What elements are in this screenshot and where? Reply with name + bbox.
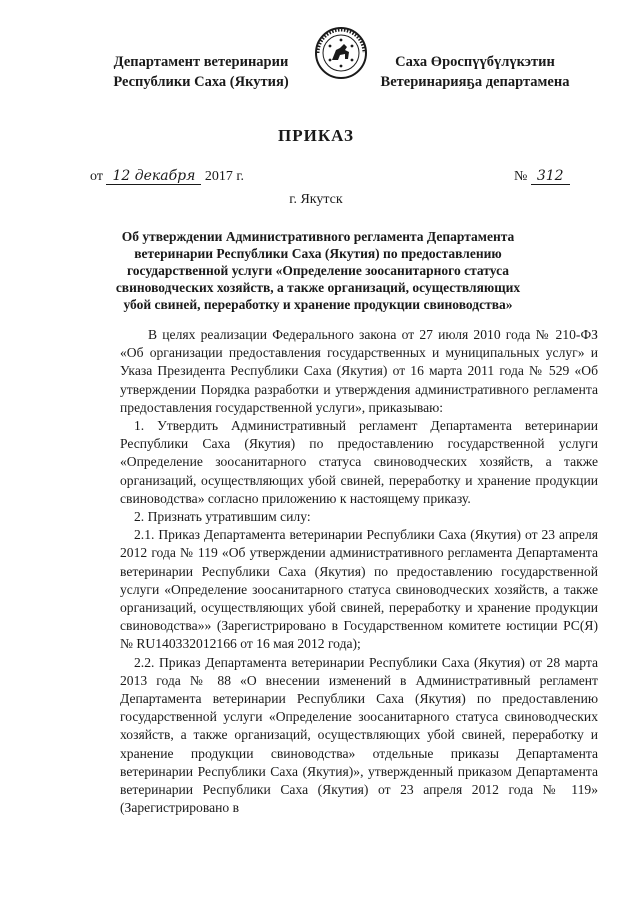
header-right-line2: Ветеринарияҕа департамена (380, 74, 570, 90)
paragraph-2: 2. Признать утратившим силу: (134, 509, 311, 525)
paragraph-intro: В целях реализации Федерального закона от 27 июля 2010 года № 210-ФЗ «Об организации предоставления государственных и муниципальных услуг» и Указа Президента Республики Саха (Якутия) от 16 марта 2011 года № 529 «Об утверждении Порядка разработки и утверждения административного регламента предоставления государственной услуги», приказываю: (120, 327, 598, 415)
header-left-line2: Республики Саха (Якутия) (113, 74, 289, 90)
header-right-line1: Саха Өроспүүбүлүкэтин (395, 54, 555, 70)
header-right (380, 52, 570, 92)
number-prefix: № (514, 169, 528, 184)
paragraph-1: 1. Утвердить Административный регламент Департамента ветеринарии Республики Саха (Якутия) по предоставлению государственной услуги «Определение зоосанитарного статуса свиноводческих хозяйств, а также организаций, осуществляющих убой свиней, переработку и хранение продукции свиноводства» согласно приложению к настоящему приказу. (120, 418, 598, 506)
document-title: ПРИКАЗ (278, 126, 354, 145)
paragraph-2-1: 2.1. Приказ Департамента ветеринарии Республики Саха (Якутия) от 23 апреля 2012 года № 119 «Об утверждении административного регламента Департамента ветеринарии Республики Саха (Якутия) по предоставлению государственной услуги «Определение зоосанитарного статуса свиноводческих хозяйств, а также организаций, осуществляющих убой свиней, переработку и хранение продукции свиноводства»» (Зарегистрировано в Государственном комитете юстиции РС(Я) № RU140332012166 от 16 мая 2012 года); (120, 527, 598, 652)
number-line (514, 168, 570, 185)
document-subject: Об утверждении Административного регламента Департамента ветеринарии Республики Саха (Якутия) по предоставлению государственной услуги «Определение зоосанитарного статуса свиноводческих хозяйств, а также организаций, осуществляющих убой свиней, переработку и хранение продукции свиноводства» (115, 229, 521, 312)
paragraph-2-2: 2.2. Приказ Департамента ветеринарии Республики Саха (Якутия) от 28 марта 2013 года № 88 «О внесении изменений в Административный регламент Департамента ветеринарии Республики Саха (Якутия) по предоставлению государственной услуги «Определение зоосанитарного статуса свиноводческих хозяйств, а также организаций, осуществляющих убой свиней, переработку и хранение продукции свиноводства» отдельные приказы Департамента ветеринарии Республики Саха (Якутия)», утвержденный приказом Департамента ветеринарии Республики Саха (Якутия) от 23 апреля 2012 года № 119» (Зарегистрировано в (120, 654, 598, 816)
city: г. Якутск (289, 192, 343, 207)
header-left-line1: Департамент ветеринарии (113, 54, 289, 70)
header-left (96, 52, 306, 92)
document-body (120, 326, 598, 817)
handwritten-date: 12 декабря (106, 168, 201, 185)
date-year: 2017 г. (204, 169, 245, 184)
handwritten-number: 312 (531, 168, 570, 185)
date-line (90, 168, 244, 185)
emblem-icon (314, 26, 368, 80)
date-prefix: от (90, 169, 103, 184)
